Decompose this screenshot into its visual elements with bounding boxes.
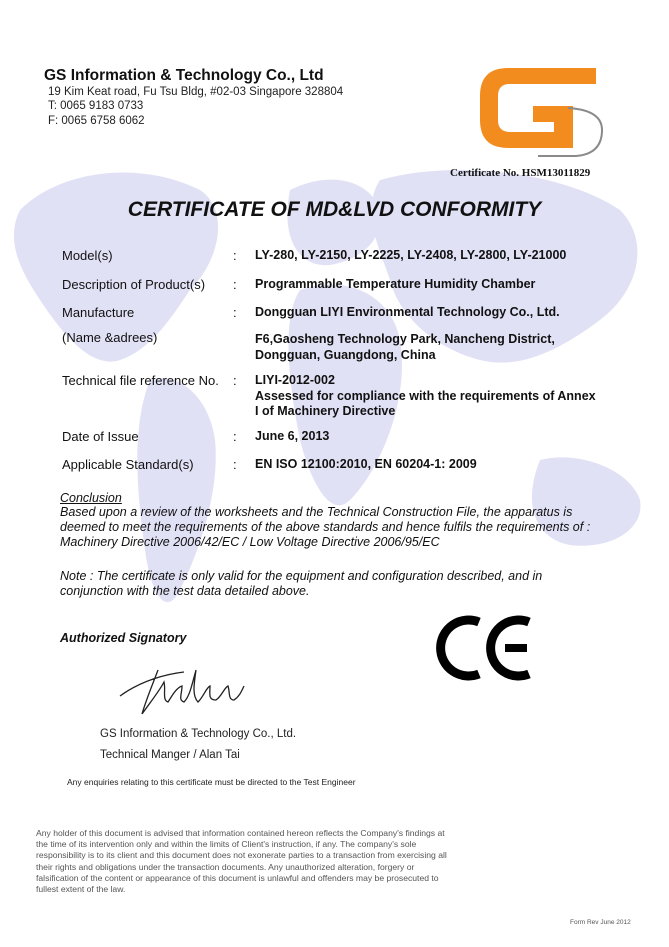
value-address: [255, 332, 555, 363]
note-line: conjunction with the test data detailed above.: [60, 584, 310, 598]
value-standard: EN ISO 12100:2010, EN 60204-1: 2009: [255, 457, 477, 471]
signatory-role: Technical Manger / Alan Tai: [100, 749, 240, 761]
value-address-line1: F6,Gaosheng Technology Park, Nancheng District,: [255, 332, 555, 346]
value-address-line2: Dongguan, Guangdong, China: [255, 347, 436, 362]
signature: [112, 660, 252, 720]
disclaimer: [36, 828, 536, 895]
certificate-title: CERTIFICATE OF MD&LVD CONFORMITY: [127, 198, 542, 221]
issuer-tel: T: 0065 9183 0733: [48, 100, 144, 112]
authorized-signatory-heading: Authorized Signatory: [60, 631, 187, 645]
gs-logo: [478, 60, 608, 160]
value-manufacture: Dongguan LIYI Environmental Technology Co., Ltd.: [255, 305, 560, 319]
value-tech-file-line2: Assessed for compliance with the requirements of Annex: [255, 388, 596, 403]
form-revision: Form Rev June 2012: [570, 919, 631, 926]
value-model: LY-280, LY-2150, LY-2225, LY-2408, LY-2800, LY-21000: [255, 248, 567, 262]
value-tech-file-line1: LIYI-2012-002: [255, 373, 335, 387]
value-date: June 6, 2013: [255, 429, 330, 443]
colon: :: [233, 457, 237, 472]
conclusion-heading: Conclusion: [60, 491, 122, 505]
note-text: [60, 569, 660, 599]
label-description: Description of Product(s): [62, 277, 206, 292]
label-address: (Name &adrees): [62, 330, 158, 345]
label-standard: Applicable Standard(s): [62, 457, 194, 472]
ce-mark-icon: [435, 612, 535, 684]
label-date: Date of Issue: [62, 429, 139, 444]
conclusion-line: Based upon a review of the worksheets and the Technical Construction File, the apparatus is: [60, 505, 573, 519]
colon: :: [233, 248, 237, 263]
certificate-number: Certificate No. HSM13011829: [450, 167, 591, 179]
conclusion-text: [60, 505, 660, 550]
label-model: Model(s): [62, 248, 113, 263]
issuer-name: GS Information & Technology Co., Ltd: [44, 67, 324, 84]
disclaimer-line: their rights and obligations under the transaction documents. Any unauthorized alteration, forgery or: [36, 861, 415, 872]
enquiries-note: Any enquiries relating to this certificate must be directed to the Test Engineer: [67, 777, 356, 787]
conclusion-line: deemed to meet the requirements of the above standards and hence fulfils the requirements of :: [60, 520, 591, 534]
value-description: Programmable Temperature Humidity Chamber: [255, 277, 536, 291]
disclaimer-line: responsibility is to its client and this document does not exonerate parties to a transaction from exercising all: [36, 850, 447, 861]
label-tech-file: Technical file reference No.: [62, 373, 219, 388]
conclusion-line: Machinery Directive 2006/42/EC / Low Voltage Directive 2006/95/EC: [60, 535, 440, 549]
note-line: Note : The certificate is only valid for the equipment and configuration described, and in: [60, 569, 543, 583]
value-tech-file: [255, 373, 596, 420]
label-manufacture: Manufacture: [62, 305, 135, 320]
disclaimer-line: fullest extent of the law.: [36, 884, 126, 895]
disclaimer-line: the time of its intervention only and within the limits of Client's instruction, if any. The company's sole: [36, 839, 417, 850]
colon: :: [233, 277, 237, 292]
issuer-fax: F: 0065 6758 6062: [48, 115, 145, 127]
issuer-address: 19 Kim Keat road, Fu Tsu Bldg, #02-03 Singapore 328804: [48, 86, 344, 98]
colon: :: [233, 429, 237, 444]
colon: :: [233, 305, 237, 320]
disclaimer-line: Any holder of this document is advised that information contained hereon reflects the Company's findings at: [36, 828, 445, 838]
colon: :: [233, 373, 237, 388]
disclaimer-line: falsification of the content or appearance of this document is unlawful and offenders may be prosecuted to: [36, 872, 439, 883]
value-tech-file-line3: I of Machinery Directive: [255, 404, 396, 418]
signatory-company: GS Information & Technology Co., Ltd.: [100, 728, 297, 740]
